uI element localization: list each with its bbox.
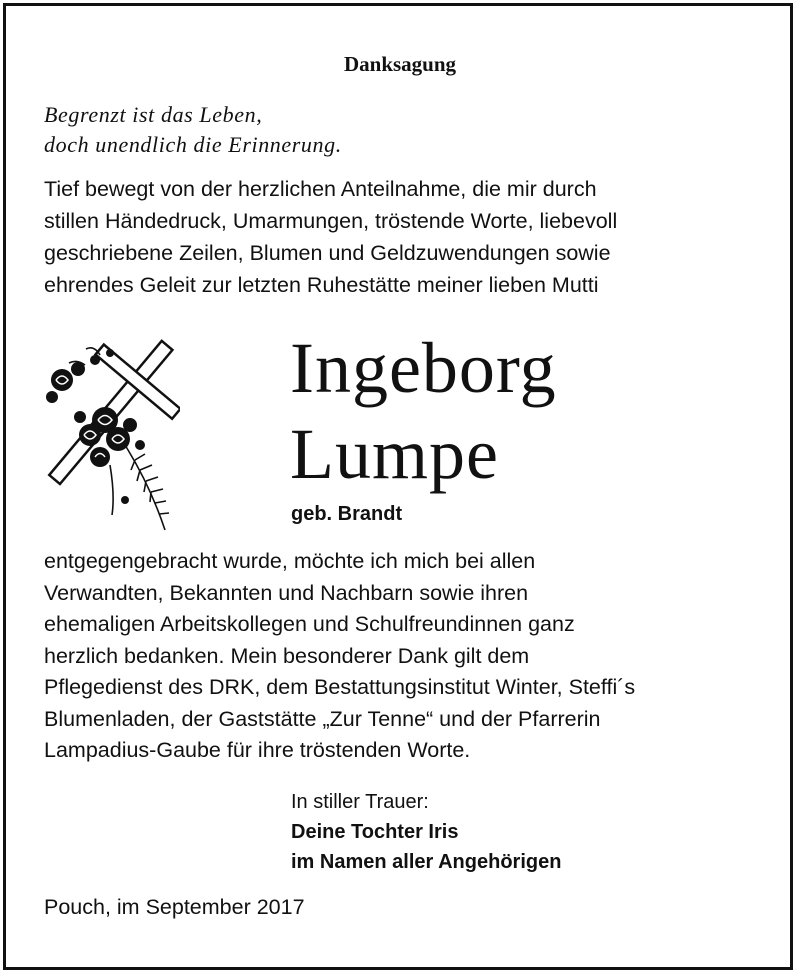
thanks-line: ehemaligen Arbeitskollegen und Schulfreundinnen ganz — [44, 612, 575, 636]
mourning-line: In stiller Trauer: — [291, 791, 429, 813]
intro-line: stillen Händedruck, Umarmungen, tröstende Worte, liebevoll — [44, 209, 618, 233]
place-date: Pouch, im September 2017 — [44, 895, 305, 919]
quote-line-1: Begrenzt ist das Leben, — [44, 102, 263, 127]
intro-paragraph — [44, 173, 617, 301]
memorial-quote — [44, 100, 342, 160]
thanks-line: Lampadius-Gaube für ihre tröstenden Worte. — [44, 738, 471, 762]
deceased-first-name: Ingeborg — [290, 328, 557, 408]
thanks-line: herzlich bedanken. Mein besonderer Dank gilt dem — [44, 643, 530, 668]
intro-line: Tief bewegt von der herzlichen Anteilnahme, die mir durch — [44, 177, 597, 201]
birth-name: geb. Brandt — [291, 503, 403, 525]
heading: Danksagung — [343, 52, 457, 76]
intro-line: ehrendes Geleit zur letzten Ruhestätte meiner lieben Mutti — [44, 273, 599, 297]
quote-line-2: doch unendlich die Erinnerung. — [44, 132, 342, 157]
cross-with-roses-icon — [40, 335, 180, 535]
signature-block — [291, 787, 561, 877]
thanks-paragraph — [44, 546, 635, 767]
on-behalf-line: im Namen aller Angehörigen — [291, 851, 562, 873]
thanks-line: Verwandten, Bekannten und Nachbarn sowie ihren — [44, 580, 529, 605]
thanks-line: entgegengebracht wurde, möchte ich mich bei allen — [44, 549, 536, 573]
thanks-line: Pflegedienst des DRK, dem Bestattungsinstitut Winter, Steffi´s — [44, 675, 636, 699]
intro-line: geschriebene Zeilen, Blumen und Geldzuwendungen sowie — [44, 241, 611, 265]
signer-line: Deine Tochter Iris — [291, 821, 459, 843]
thanks-line: Blumenladen, der Gaststätte „Zur Tenne“ und der Pfarrerin — [44, 706, 601, 731]
deceased-last-name: Lumpe — [290, 414, 499, 494]
